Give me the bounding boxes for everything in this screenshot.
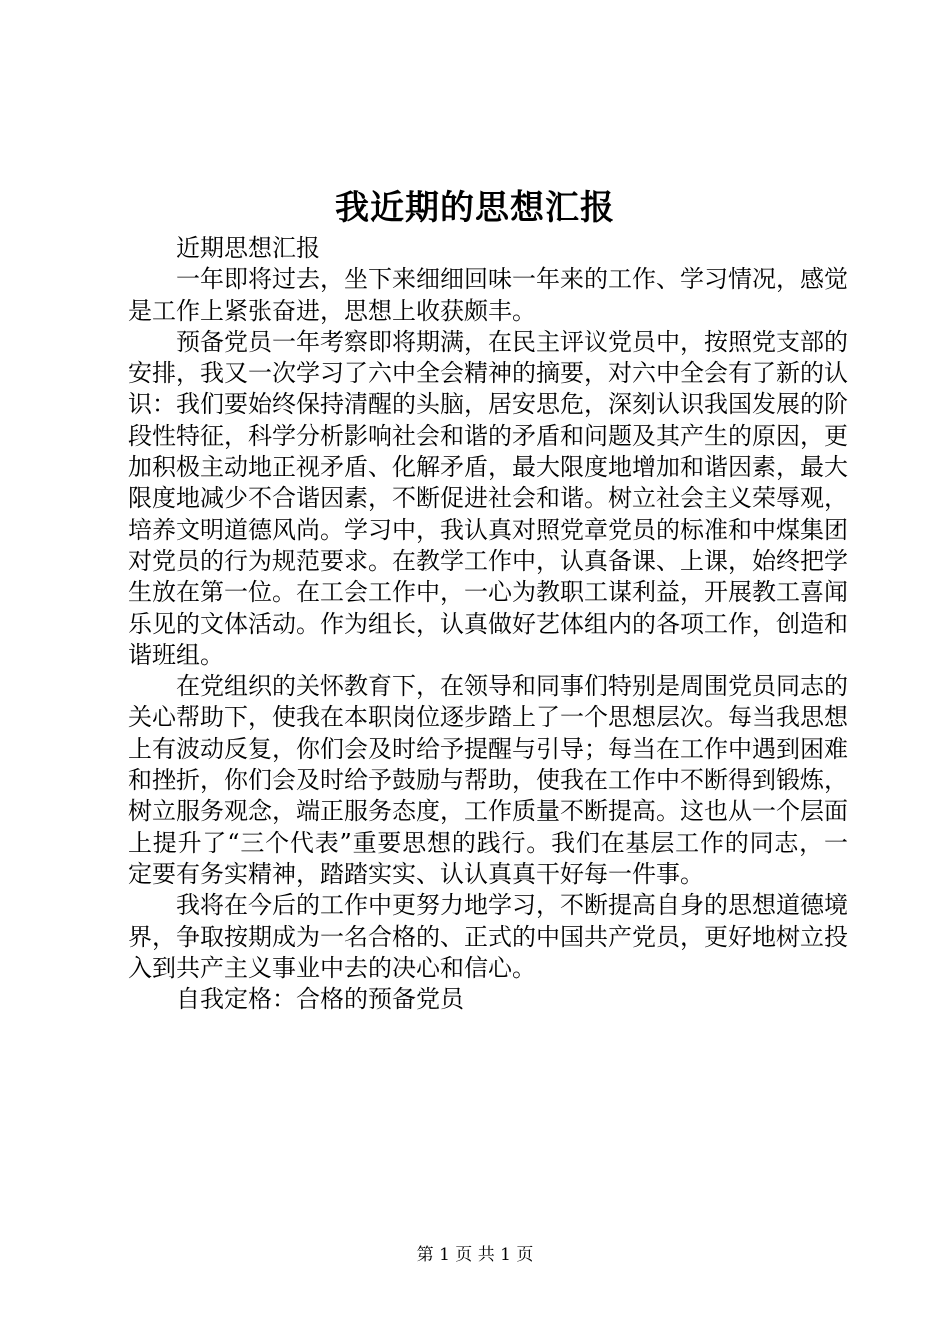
document-body	[128, 233, 848, 1015]
page-number-footer: 第 1 页 共 1 页	[416, 1245, 534, 1265]
paragraph: 一年即将过去，坐下来细细回味一年来的工作、学习情况，感觉是工作上紧张奋进，思想上收获颇丰。	[128, 265, 848, 325]
paragraph: 在党组织的关怀教育下，在领导和同事们特别是周围党员同志的关心帮助下，使我在本职岗位逐步踏上了一个思想层次。每当我思想上有波动反复，你们会及时给予提醒与引导；每当在工作中遇到困难和挫折，你们会及时给予鼓励与帮助，使我在工作中不断得到锻炼，树立服务观念，端正服务态度，工作质量不断提高。这也从一个层面上提升了“三个代表”重要思想的践行。我们在基层工作的同志，一定要有务实精神，踏踏实实、认认真真干好每一件事。	[128, 672, 848, 888]
document-title: 我近期的思想汇报	[335, 188, 615, 228]
paragraph-heading: 近期思想汇报	[176, 234, 320, 262]
paragraph-self-assessment: 自我定格：合格的预备党员	[176, 985, 464, 1014]
paragraph: 预备党员一年考察即将期满，在民主评议党员中，按照党支部的安排，我又一次学习了六中全会精神的摘要，对六中全会有了新的认识：我们要始终保持清醒的头脑，居安思危，深刻认识我国发展的阶段性特征，科学分析影响社会和谐的矛盾和问题及其产生的原因，更加积极主动地正视矛盾、化解矛盾，最大限度地增加和谐因素，最大限度地减少不合谐因素，不断促进社会和谐。树立社会主义荣辱观，培养文明道德风尚。学习中，我认真对照党章党员的标准和中煤集团对党员的行为规范要求。在教学工作中，认真备课、上课，始终把学生放在第一位。在工会工作中，一心为教职工谋利益，开展教工喜闻乐见的文体活动。作为组长，认真做好艺体组内的各项工作，创造和谐班组。	[128, 327, 848, 669]
paragraph: 我将在今后的工作中更努力地学习，不断提高自身的思想道德境界，争取按期成为一名合格的、正式的中国共产党员，更好地树立投入到共产主义事业中去的决心和信心。	[128, 891, 848, 982]
